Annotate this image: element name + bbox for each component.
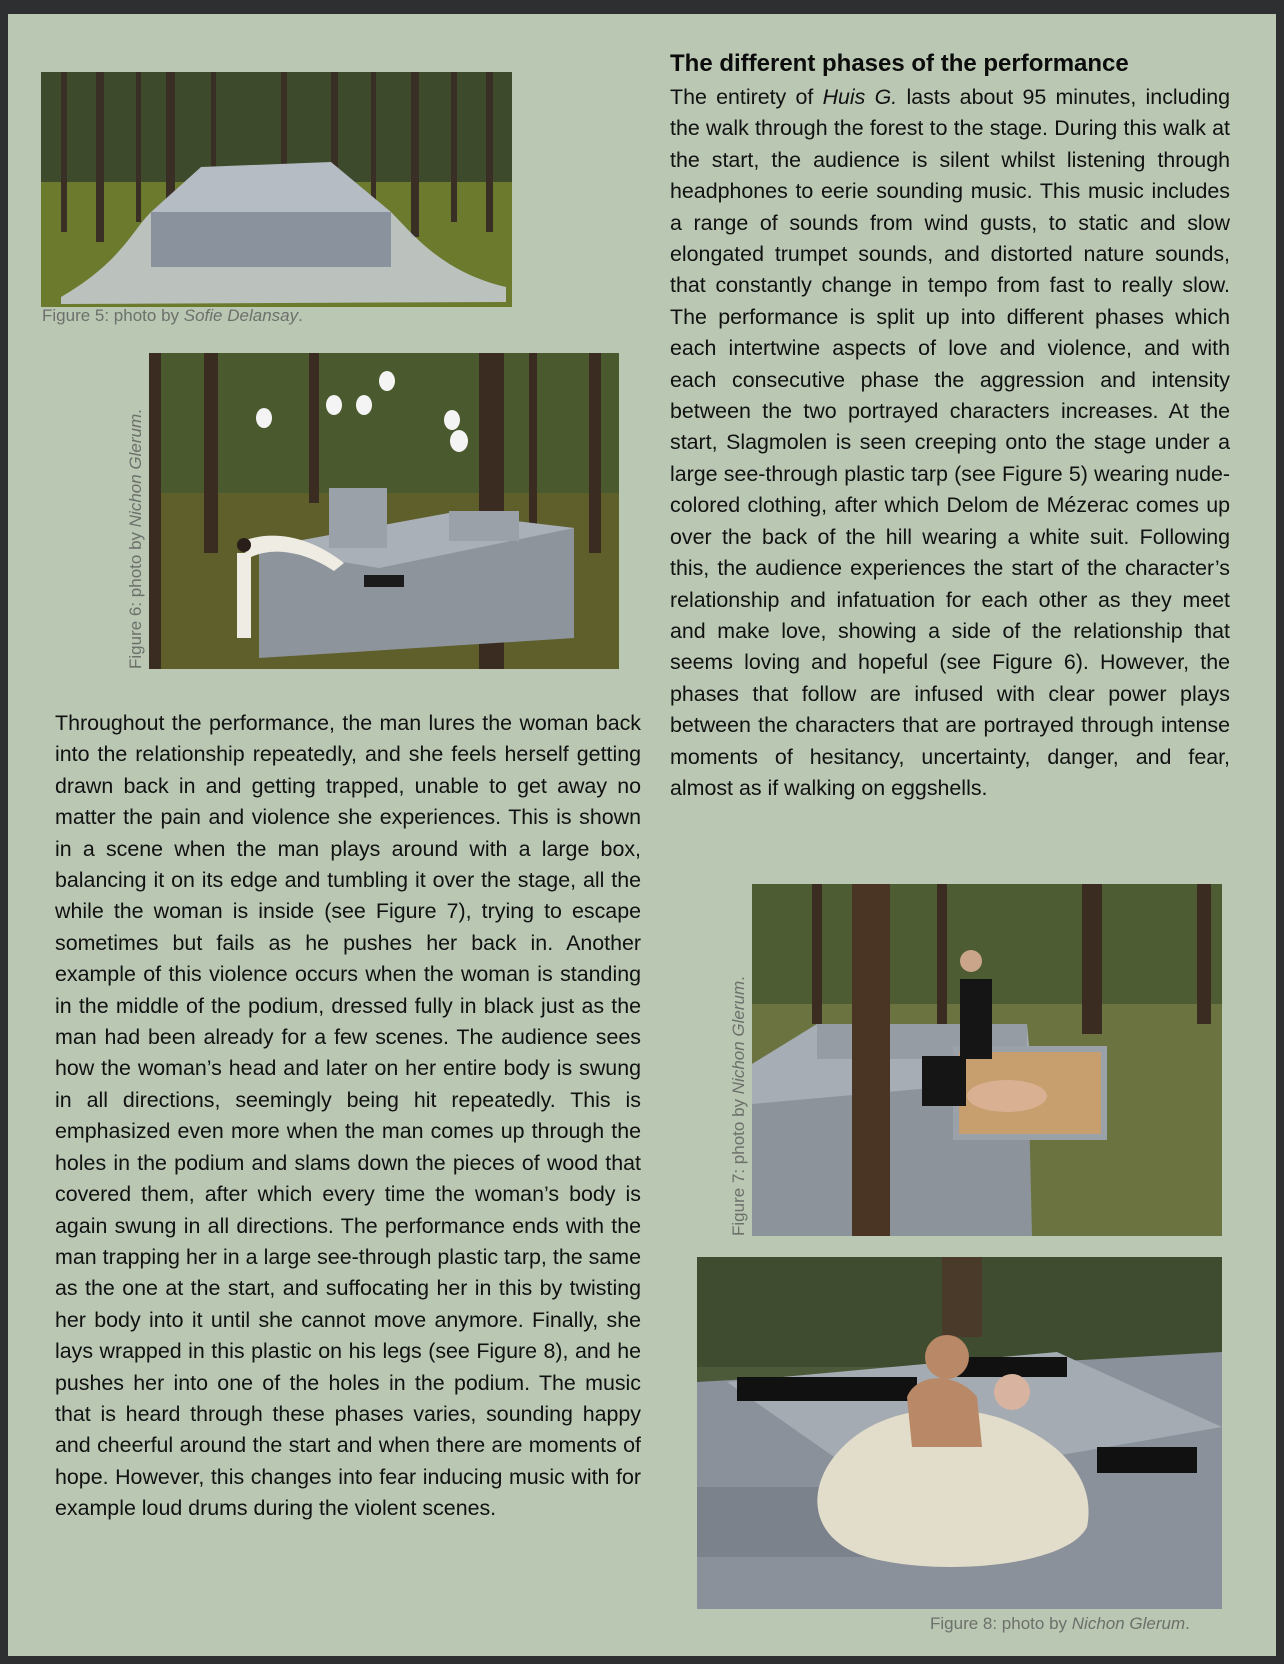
section-heading: The different phases of the performance bbox=[670, 50, 1129, 77]
right-column-paragraph: The entirety of Huis G. lasts about 95 minutes, including the walk through the forest to the stage. During this walk at the start, the audience is silent whilst listening through headphones to eerie sounding music. This music includes a range of sounds from wind gusts, to static and slow elongated trumpet sounds, and distorted nature sounds, that constantly change in tempo from fast to really slow. The performance is split up into different phases which each intertwine aspects of love and violence, and with each consecutive phase the aggression and intensity between the two portrayed characters increases. At the start, Slagmolen is seen creeping onto the stage under a large see-through plastic tarp (see Figure 5) wearing nude-colored clothing, after which Delom de Mézerac comes up over the back of the hill wearing a white suit. Following this, the audience experiences the start of the character’s relationship and infatuation for each other as they meet and make love, showing a side of the relationship that seems loving and hopeful (see Figure 6). However, the phases that follow are infused with clear power plays between the characters that are portrayed through intense moments of hesitancy, uncertainty, danger, and fear, almost as if walking on eggshells. bbox=[670, 85, 1230, 800]
figure-5-photo bbox=[41, 72, 512, 307]
figure-8-caption: Figure 8: photo by Nichon Glerum. bbox=[930, 1614, 1190, 1633]
figure-8-photo bbox=[697, 1257, 1222, 1609]
figure-5-caption: Figure 5: photo by Sofie Delansay. bbox=[42, 306, 303, 325]
figure-6-photo bbox=[149, 353, 619, 669]
figure-7-caption: Figure 7: photo by Nichon Glerum. bbox=[729, 976, 748, 1236]
figure-7-photo bbox=[752, 884, 1222, 1236]
left-column-paragraph: Throughout the performance, the man lures the woman back into the relationship repeatedly, and she feels herself getting drawn back in and getting trapped, unable to get away no matter the pain and violence she experiences. This is shown in a scene when the man plays around with a large box, balancing it on its edge and tumbling it over the stage, all the while the woman is inside (see Figure 7), trying to escape sometimes but fails as he pushes her back in. Another example of this violence occurs when the woman is standing in the middle of the podium, dressed fully in black just as the man had been already for a few scenes. The audience sees how the woman’s head and later on her entire body is swung in all directions, seemingly being hit repeatedly. This is emphasized even more when the man comes up through the holes in the podium and slams down the pieces of wood that covered them, after which every time the woman’s body is again swung in all directions. The performance ends with the man trapping her in a large see-through plastic tarp, the same as the one at the start, and suffocating her in this by twisting her body into it until she cannot move anymore. Finally, she lays wrapped in this plastic on his legs (see Figure 8), and he pushes her into one of the holes in the podium. The music that is heard through these phases varies, sounding happy and cheerful around the start and when there are moments of hope. However, this changes into fear inducing music with for example loud drums during the violent scenes. bbox=[55, 711, 641, 1521]
figure-6-caption: Figure 6: photo by Nichon Glerum. bbox=[126, 409, 145, 669]
document-page bbox=[8, 14, 1276, 1656]
